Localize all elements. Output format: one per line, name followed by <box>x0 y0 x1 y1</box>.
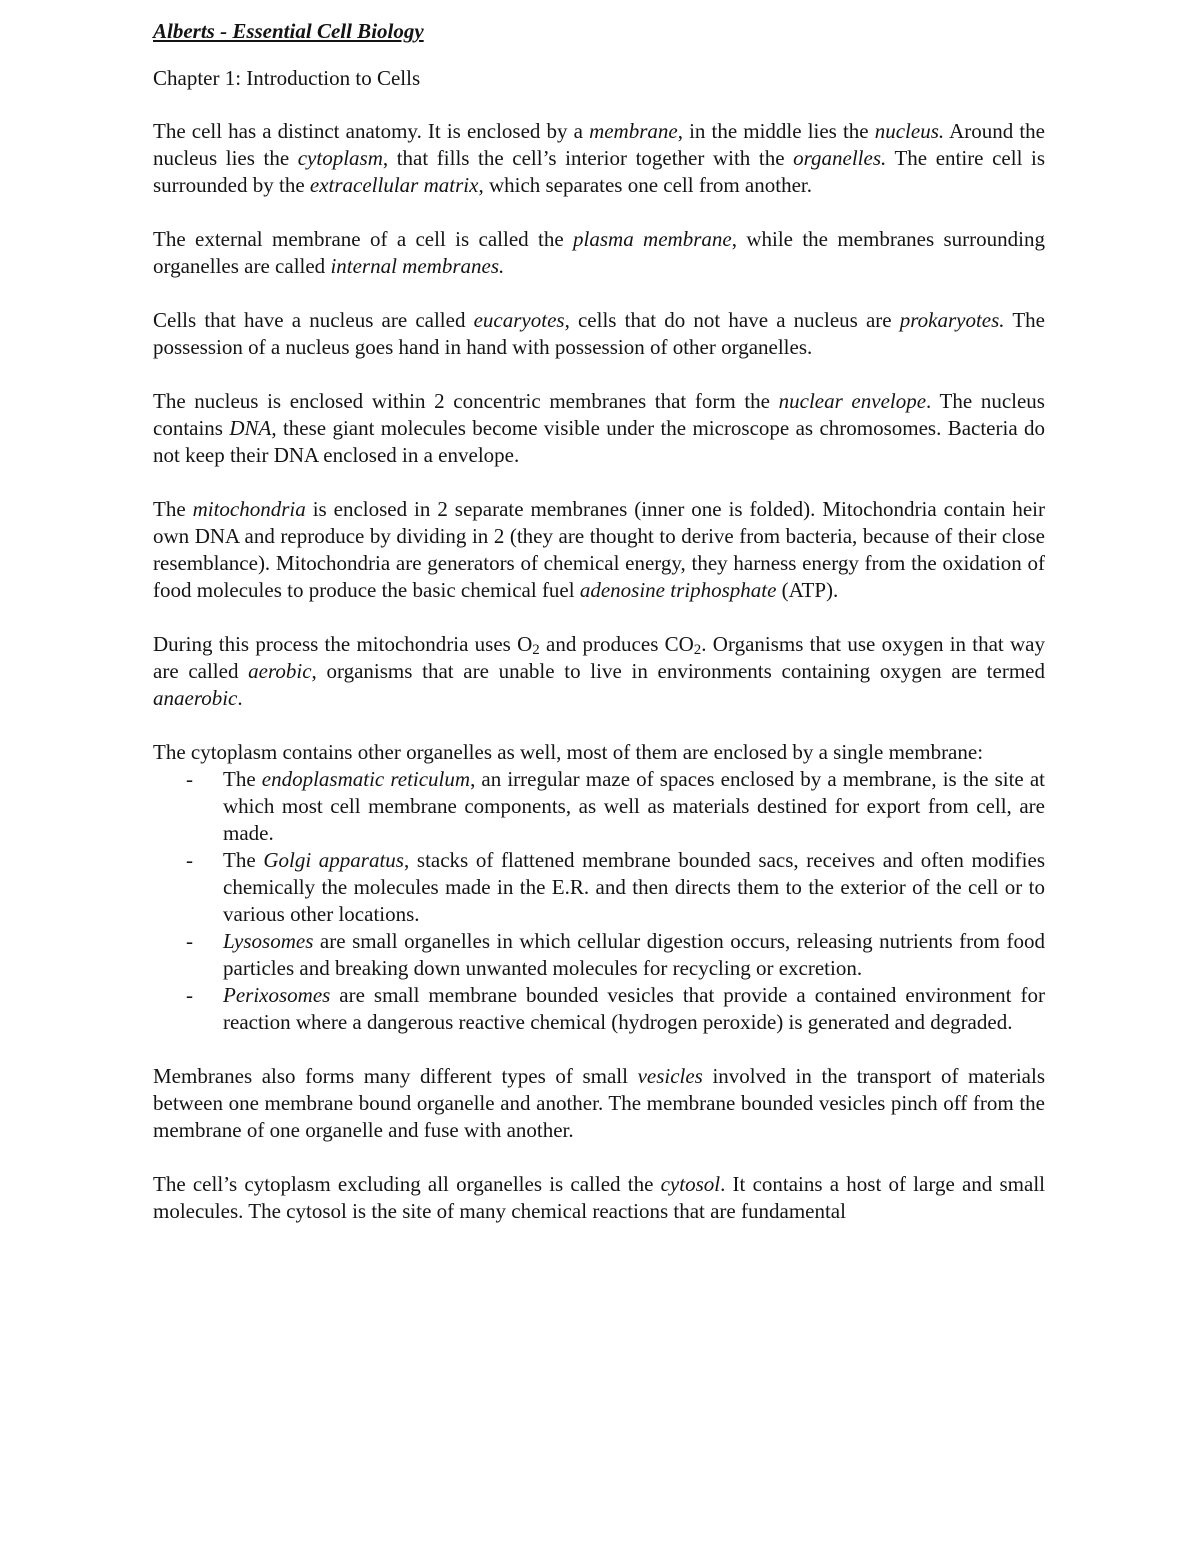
italic-term: extracellular matrix <box>309 173 479 197</box>
bullet-dash: - <box>186 983 193 1007</box>
italic-term: cytoplasm <box>297 146 383 170</box>
italic-term: cytosol <box>660 1172 721 1196</box>
subscript: 2 <box>532 642 540 658</box>
italic-term: eucaryotes <box>473 308 565 332</box>
italic-term: Lysosomes <box>223 929 314 953</box>
italic-term: internal membranes. <box>330 254 505 278</box>
paragraph-membranes: The external membrane of a cell is called the plasma membrane, while the membranes surrounding organelles are called internal membranes. <box>153 227 1045 278</box>
italic-term: organelles. <box>793 146 887 170</box>
list-item-text: The endoplasmatic reticulum, an irregular maze of spaces enclosed by a membrane, is the site at which most cell membrane components, as well as materials destined for export from cell, are made. <box>223 767 1046 845</box>
organelles-list <box>153 766 1045 1036</box>
italic-term: aerobic <box>248 659 312 683</box>
list-item-text: Perixosomes are small membrane bounded vesicles that provide a contained environment for reaction where a dangerous reactive chemical (hydrogen peroxide) is generated and degraded. <box>223 983 1045 1034</box>
organelles-intro: The cytoplasm contains other organelles as well, most of them are enclosed by a single membrane: <box>153 740 984 764</box>
chapter-heading: Chapter 1: Introduction to Cells <box>153 66 421 90</box>
list-item-text: Lysosomes are small organelles in which cellular digestion occurs, releasing nutrients from food particles and breaking down unwanted molecules for recycling or excretion. <box>223 929 1045 980</box>
paragraph-cell-anatomy: The cell has a distinct anatomy. It is enclosed by a membrane, in the middle lies the nucleus. Around the nucleus lies the cytoplasm, that fills the cell’s interior together with the organelles. The entire cell is surrounded by the extracellular matrix, which separates one cell from another. <box>153 119 1045 197</box>
italic-term: Perixosomes <box>223 983 331 1007</box>
paragraph-cytosol: The cell’s cytoplasm excluding all organelles is called the cytosol. It contains a host of large and small molecules. The cytosol is the site of many chemical reactions that are fundamental <box>153 1172 1045 1223</box>
document-content <box>153 18 1045 1252</box>
list-item <box>153 928 1045 982</box>
list-item <box>153 982 1045 1036</box>
italic-term: nucleus. <box>874 119 945 143</box>
list-item-text: The Golgi apparatus, stacks of flattened membrane bounded sacs, receives and often modifies chemically the molecules made in the E.R. and then directs them to the exterior of the cell or to various other locations. <box>223 848 1045 926</box>
paragraph-aerobic: During this process the mitochondria uses $O_2$ and produces $CO_2$. Organisms that use oxygen in that way are called aerobic, organisms that are unable to live in environments containing oxygen are termed anaerobic. <box>153 632 1045 710</box>
italic-term: DNA <box>229 416 272 440</box>
italic-term: plasma membrane <box>573 227 732 251</box>
document-title: Alberts - Essential Cell Biology <box>153 19 424 43</box>
italic-term: membrane <box>589 119 678 143</box>
paragraph-nucleus: The nucleus is enclosed within 2 concentric membranes that form the nuclear envelope. The nucleus contains DNA, these giant molecules become visible under the microscope as chromosomes. Bacteria do not keep their DNA enclosed in a envelope. <box>153 389 1045 467</box>
bullet-dash: - <box>186 929 193 953</box>
italic-term: vesicles <box>637 1064 703 1088</box>
bullet-dash: - <box>186 848 193 872</box>
italic-term: endoplasmatic reticulum <box>261 767 471 791</box>
paragraph-mitochondria: The mitochondria is enclosed in 2 separate membranes (inner one is folded). Mitochondria contain heir own DNA and reproduce by dividing in 2 (they are thought to derive from bacteria, because of their close resemblance). Mitochondria are generators of chemical energy, they harness energy from the oxidation of food molecules to produce the basic chemical fuel adenosine triphosphate (ATP). <box>153 497 1045 602</box>
italic-term: anaerobic <box>153 686 238 710</box>
subscript: 2 <box>693 642 702 658</box>
italic-term: nuclear envelope <box>778 389 927 413</box>
italic-term: prokaryotes. <box>899 308 1005 332</box>
paragraph-eucaryotes: Cells that have a nucleus are called eucaryotes, cells that do not have a nucleus are prokaryotes. The possession of a nucleus goes hand in hand with possession of other organelles. <box>153 308 1045 359</box>
italic-term: adenosine triphosphate <box>579 578 777 602</box>
list-item <box>153 847 1045 928</box>
bullet-dash: - <box>186 767 193 791</box>
list-item <box>153 766 1045 847</box>
italic-term: mitochondria <box>192 497 306 521</box>
paragraph-vesicles: Membranes also forms many different types of small vesicles involved in the transport of materials between one membrane bound organelle and another. The membrane bounded vesicles pinch off from the membrane of one organelle and fuse with another. <box>153 1064 1045 1142</box>
italic-term: Golgi apparatus <box>263 848 404 872</box>
